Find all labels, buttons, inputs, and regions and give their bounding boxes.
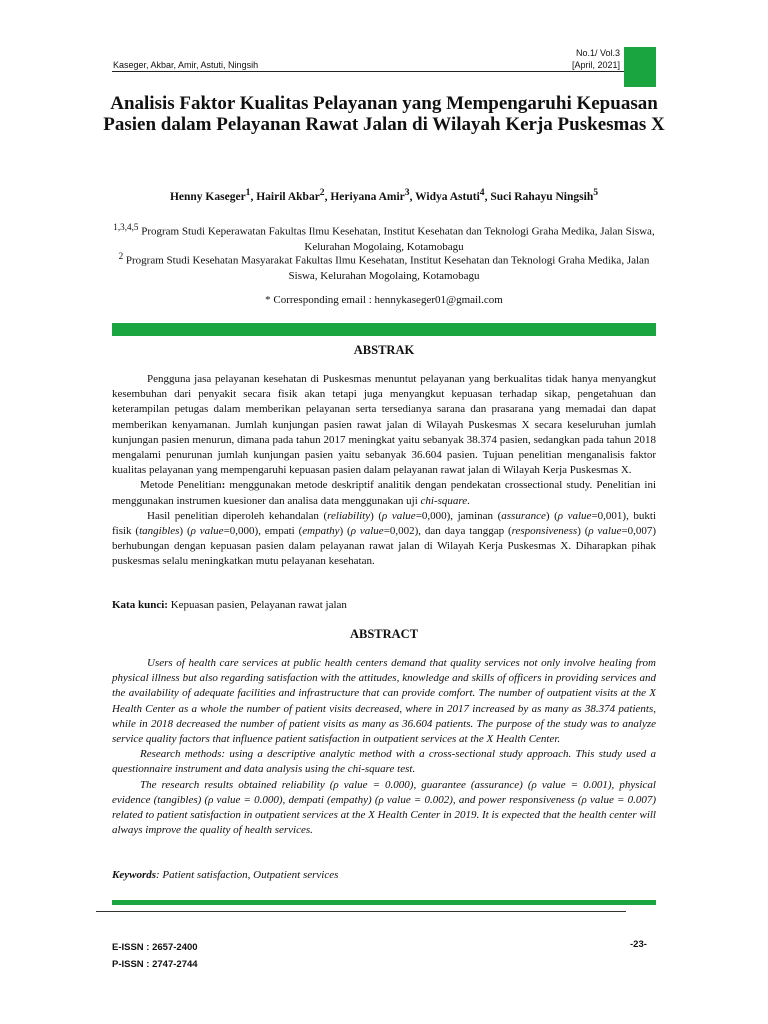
abstrak-text-segment: ρ value [382, 509, 416, 522]
abstrak-text-segment: reliability [327, 509, 371, 522]
footer-divider-bar [112, 900, 656, 905]
issn-block [112, 939, 198, 973]
abstract-paragraph-3: The research results obtained reliability (ρ value = 0.000), guarantee (assurance) (ρ value = 0.001), physical evidence (tangibles) (ρ value = 0.000), dempati (empathy) (ρ value = 0.002), and power responsiveness (ρ value = 0.007) related to patient satisfaction in outpatient services at the X Health Center in 2019. It is expected that the health center will always improve the quality of health services. [112, 778, 656, 837]
abstrak-text-segment: =0,007) berhubungan dengan kepuasan pasien dalam pelayanan rawat jalan di Wilayah Kerja Puskesmas X. Diharapkan pihak puskesmas selalu meningkatkan mutu pelayanan kesehatan. [112, 525, 656, 568]
kata-kunci: Kata kunci: Kepuasan pasien, Pelayanan rawat jalan [112, 599, 347, 611]
issue-date: [April, 2021] [572, 60, 621, 70]
corresponding-email: * Corresponding email : hennykaseger01@gmail.com [265, 294, 503, 306]
author-name: Henny Kaseger [169, 190, 246, 203]
running-header-authors: Kaseger, Akbar, Amir, Astuti, Ningsih [113, 60, 259, 70]
p-issn: P-ISSN : 2747-2744 [112, 959, 198, 970]
author-list [100, 187, 668, 203]
author-affiliation-mark: 2 [319, 187, 325, 198]
e-issn: E-ISSN : 2657-2400 [112, 942, 198, 953]
author-name: Suci Rahayu Ningsih [490, 190, 594, 203]
abstrak-paragraph-3 [112, 509, 656, 570]
abstrak-text-segment: =0,000), jaminan ( [415, 509, 502, 522]
author-affiliation-mark: 5 [593, 187, 599, 198]
abstrak-text-segment: Hasil penelitian diperoleh kehandalan ( [147, 509, 328, 522]
paper-title: Analisis Faktor Kualitas Pelayanan yang Mempengaruhi Kepuasan Pasien dalam Pelayanan Rawat Jalan di Wilayah Kerja Puskesmas X [103, 93, 665, 135]
header-rule [112, 71, 624, 72]
abstract-heading: ABSTRACT [349, 627, 419, 641]
affiliation-1: $^{1,3,4,5}$ Program Studi Keperawatan Fakultas Ilmu Kesehatan, Institut Kesehatan dan Teknologi Graha Medika, Jalan Siswa, Kelurahan Mogolaing, Kotamobagu [113, 222, 655, 253]
abstrak-text-segment: =0,001), bukti fisik ( [112, 509, 656, 538]
abstrak-heading: ABSTRAK [353, 343, 415, 357]
abstract-body [112, 656, 656, 838]
abstrak-body [112, 372, 656, 570]
author-separator: , [484, 190, 491, 203]
abstract-paragraph-1: Users of health care services at public health centers demand that quality services not only involve healing from physical illness but also regarding satisfaction with the attitudes, knowledge and skills of officers in providing services and the availability of adequate facilities and infrastructure that can provide comfort. The number of outpatient visits at the X Health Center as a whole the number of patient visits decreased, where in 2017 increased by as many as 38.374 patients, while in 2018 decreased the number of patient visits as many as 36.604 patients. The purpose of the study was to analyze service quality factors that influence patient satisfaction in outpatient services at the X Health Center. [112, 657, 656, 746]
section-divider-bar [112, 323, 656, 336]
author-separator: , [409, 190, 416, 203]
author-separator: , [324, 190, 331, 203]
abstract-paragraph-2: Research methods: using a descriptive analytic method with a cross-sectional study approach. This study used a questionnaire instrument and data analysis using the chi-square test. [112, 748, 656, 776]
header-accent-block [624, 47, 656, 87]
abstrak-text-segment: ) ( [179, 525, 191, 538]
author-affiliation-mark: 4 [479, 187, 485, 198]
abstrak-text-segment: ρ value [557, 509, 592, 522]
abstrak-text-segment: =0,002), dan daya tanggap ( [383, 525, 512, 538]
page-number: -23- [630, 939, 647, 950]
author-name: Heriyana Amir [330, 190, 405, 203]
author-name: Hairil Akbar [256, 190, 320, 203]
abstrak-text-segment: ) ( [577, 525, 589, 538]
affiliation-2: $^2$ Program Studi Kesehatan Masyarakat Fakultas Ilmu Kesehatan, Institut Kesehatan dan Teknologi Graha Medika, Jalan Siswa, Kelurahan Mogolaing, Kotamobagu [118, 251, 650, 282]
abstrak-text-segment: ) ( [370, 509, 383, 522]
abstrak-text-segment: assurance [501, 509, 546, 522]
abstrak-text-segment: =0,000), empati ( [223, 525, 303, 538]
author-affiliation-mark: 1 [245, 187, 251, 198]
abstrak-text-segment: ) ( [339, 525, 351, 538]
abstrak-text-segment: ρ value [350, 525, 384, 538]
author-name: Widya Astuti [415, 190, 480, 203]
abstrak-text-segment: ρ value [190, 525, 224, 538]
abstrak-paragraph-1: Pengguna jasa pelayanan kesehatan di Puskesmas menuntut pelayanan yang berkualitas tidak hanya menyangkut kesembuhan dari penyakit secara fisik akan tetapi juga menyangkut kepuasan terhadap sikap, pengetahuan dan keterampilan petugas dalam memberikan pelayanan serta tersedianya sarana dan prasarana yang memadai dan dapat memberikan kenyamanan. Jumlah kunjungan pasien rawat jalan di Wilayah Puskesmas X secara keseluruhan jumlah kunjungan pasien menurun, dimana pada tahun 2017 meningkat yaitu sebanyak 38.374 pasien, sedangkan pada tahun 2018 mengalami penurunan jumlah kunjungan pasien yaitu sebanyak 36.604 pasien. Tujuan penelitian menganalisis faktor kualitas pelayanan yang mempengaruhi kepuasan pasien dalam pelayanan rawat jalan di Wilayah Kerja Puskesmas X. [112, 373, 656, 477]
author-affiliation-mark: 3 [404, 187, 410, 198]
abstrak-text-segment: ) ( [545, 509, 558, 522]
issue-number: No.1/ Vol.3 [576, 48, 621, 58]
abstrak-paragraph-2: Metode Penelitian: menggunakan metode deskriptif analitik dengan pendekatan crossectional study. Penelitian ini menggunakan instrumen kuesioner dan analisa data menggunakan uji chi-square. [112, 479, 656, 507]
keywords: Keywords: Patient satisfaction, Outpatient services [112, 869, 339, 881]
abstrak-text-segment: empathy [302, 525, 340, 538]
issue-info [572, 47, 620, 71]
footer-rule [96, 911, 626, 912]
author-separator: , [250, 190, 257, 203]
abstrak-text-segment: responsiveness [511, 525, 578, 538]
abstrak-text-segment: tangibles [139, 525, 180, 538]
abstrak-text-segment: ρ value [588, 525, 622, 538]
